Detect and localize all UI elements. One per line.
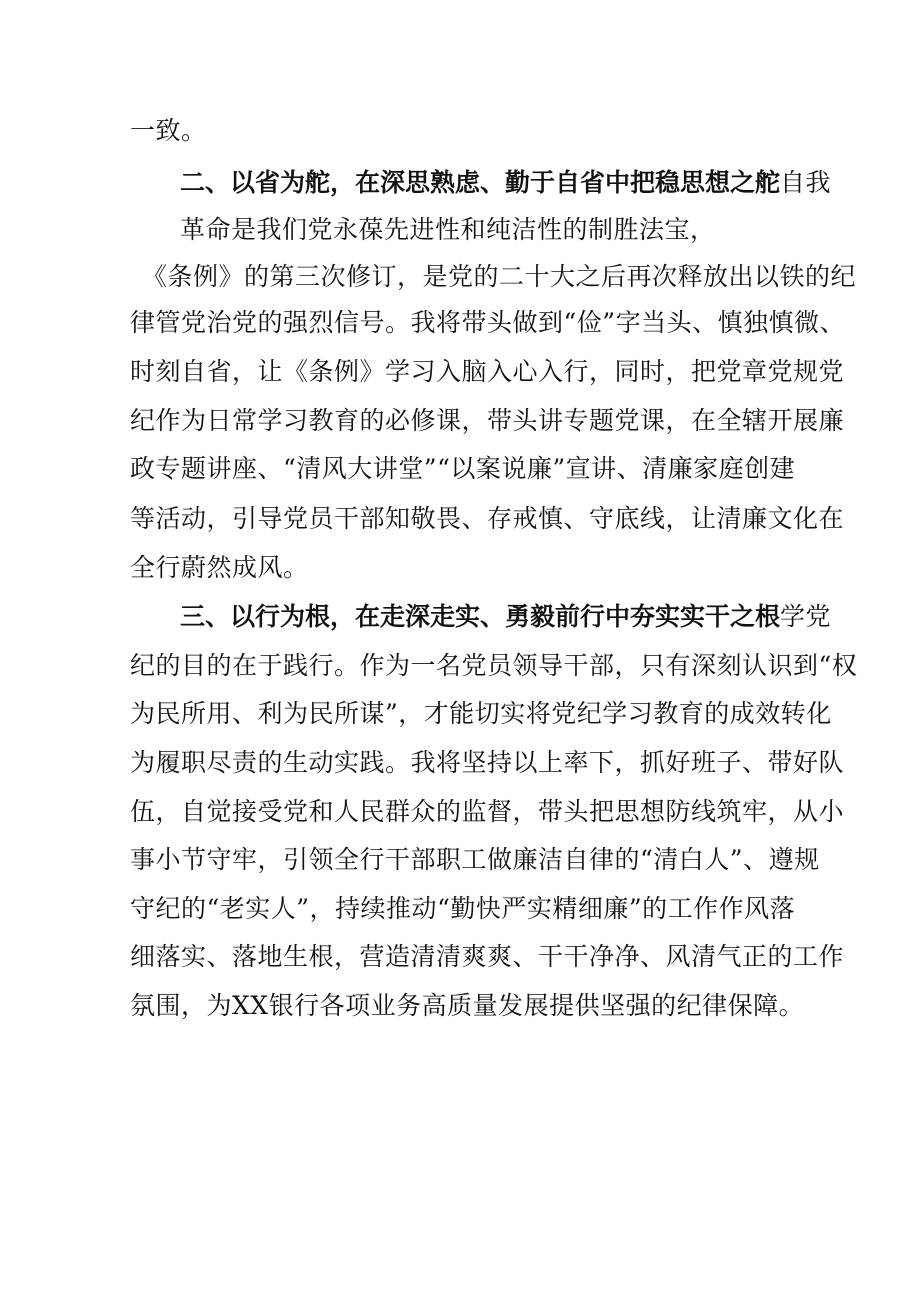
heading-bold-text: 三、以行为根，在走深走实、勇毅前行中夯实实干之根 — [180, 602, 781, 631]
paragraph-line: 政专题讲座、“清风大讲堂”“以案说廉”宣讲、清廉家庭创建 — [130, 454, 796, 483]
section-heading-3 — [180, 600, 831, 634]
paragraph-line: 守纪的“老实人”，持续推动“勤快严实精细廉”的工作作风落 — [130, 894, 796, 923]
section-heading-2 — [180, 166, 831, 200]
paragraph-line: 事小节守牢，引领全行干部职工做廉洁自律的“清白人”、遵规 — [130, 845, 820, 874]
paragraph-line: 《条例》的第三次修订，是党的二十大之后再次释放出以铁的纪 — [142, 262, 857, 291]
heading-tail-text: 自我 — [780, 168, 832, 197]
paragraph-line: 全行蔚然成风。 — [130, 553, 309, 582]
paragraph-line: 氛围，为XX银行各项业务高质量发展提供坚强的纪律保障。 — [130, 991, 805, 1020]
heading-bold-text: 二、以省为舵，在深思熟虑、勤于自省中把稳思想之舵 — [180, 168, 781, 197]
paragraph-line: 律管党治党的强烈信号。我将带头做到“俭”字当头、慎独慎微、 — [130, 308, 846, 337]
paragraph-line: 一致。 — [130, 116, 207, 145]
paragraph-line: 伍，自觉接受党和人民群众的监督，带头把思想防线筑牢，从小 — [130, 797, 845, 826]
paragraph-line: 细落实、落地生根，营造清清爽爽、干干净净、风清气正的工作 — [130, 942, 845, 971]
paragraph-line: 为民所用、利为民所谋”，才能切实将党纪学习教育的成效转化 — [130, 699, 832, 728]
paragraph-line: 纪作为日常学习教育的必修课，带头讲专题党课，在全辖开展廉 — [130, 406, 845, 435]
paragraph-line: 时刻自省，让《条例》学习入脑入心入行，同时，把党章党规党 — [130, 357, 845, 386]
paragraph-line: 革命是我们党永葆先进性和纯洁性的制胜法宝， — [180, 215, 716, 244]
paragraph-line: 纪的目的在于践行。作为一名党员领导干部，只有深刻认识到“权 — [130, 651, 858, 680]
paragraph-line: 为履职尽责的生动实践。我将坚持以上率下，抓好班子、带好队 — [130, 748, 845, 777]
heading-tail-text: 学党 — [780, 602, 832, 631]
paragraph-line: 等活动，引导党员干部知敬畏、存戒慎、守底线，让清廉文化在 — [130, 504, 845, 533]
